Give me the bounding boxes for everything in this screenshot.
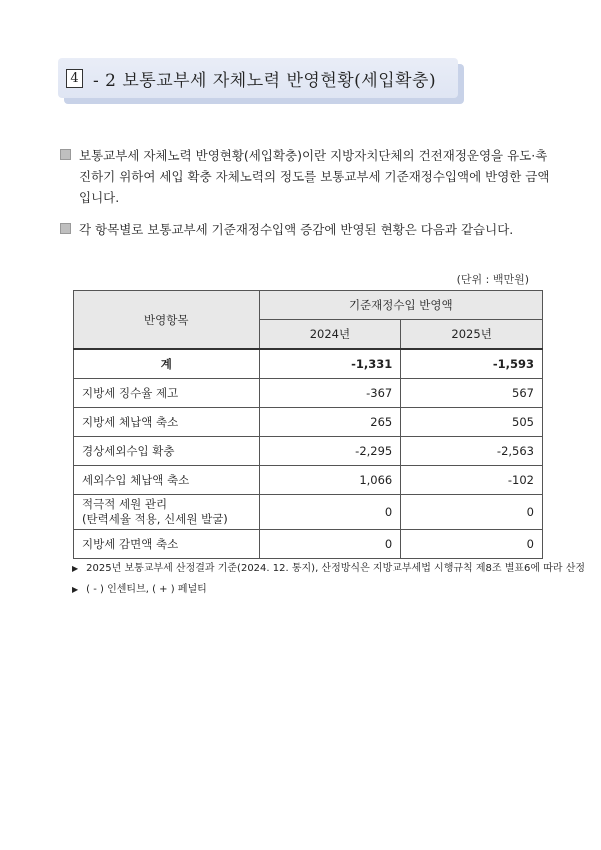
table-row [74, 379, 543, 408]
cell-2025: 567 [401, 379, 543, 408]
cell-2024: 0 [259, 530, 401, 559]
footnote-text: 2025년 보통교부세 산정결과 기준(2024. 12. 통지), 산정방식은 지방교부세법 시행규칙 제8조 별표6에 따라 산정 [86, 563, 586, 574]
row-label: 지방세 징수율 제고 [74, 379, 260, 408]
title-box [58, 58, 458, 98]
cell-2025: 0 [401, 495, 543, 530]
row-label: 지방세 감면액 축소 [74, 530, 260, 559]
title-text: - 2 보통교부세 자체노력 반영현황(세입확충) [93, 70, 437, 91]
row-label-line1: 적극적 세원 관리 [82, 497, 168, 511]
header-item: 반영항목 [74, 291, 260, 350]
paragraph-intro [60, 219, 550, 240]
row-label: 계 [74, 349, 260, 379]
cell-2025: 0 [401, 530, 543, 559]
table-row-total [74, 349, 543, 379]
triangle-bullet-icon: ▶ [72, 585, 79, 594]
row-label: 경상세외수입 확충 [74, 437, 260, 466]
triangle-bullet-icon: ▶ [72, 564, 79, 573]
row-label-line2: (탄력세율 적용, 신세원 발굴) [82, 512, 228, 526]
table-row [74, 408, 543, 437]
row-label [74, 495, 260, 530]
square-bullet-icon [60, 223, 71, 234]
table-row [74, 495, 543, 530]
row-label: 지방세 체납액 축소 [74, 408, 260, 437]
header-group: 기준재정수입 반영액 [259, 291, 542, 320]
title-number: 4 [66, 69, 83, 88]
table-row [74, 466, 543, 495]
footnote [72, 558, 585, 579]
header-year-2025: 2025년 [401, 320, 543, 350]
cell-2024: 1,066 [259, 466, 401, 495]
paragraph-text: 보통교부세 자체노력 반영현황(세입확충)이란 지방자치단체의 건전재정운영을 유도·촉진하기 위하여 세입 확충 자체노력의 정도를 보통교부세 기준재정수입액에 반영한 금액입니다. [79, 148, 550, 205]
cell-2024: -2,295 [259, 437, 401, 466]
cell-2025: -102 [401, 466, 543, 495]
section-title [58, 58, 462, 104]
cell-2024: 0 [259, 495, 401, 530]
table-row [74, 437, 543, 466]
header-year-2024: 2024년 [259, 320, 401, 350]
paragraph-definition [60, 145, 550, 208]
income-table [73, 290, 543, 559]
cell-2024: -1,331 [259, 349, 401, 379]
table-row [74, 530, 543, 559]
cell-2024: -367 [259, 379, 401, 408]
row-label: 세외수입 체납액 축소 [74, 466, 260, 495]
footnote [72, 579, 585, 600]
square-bullet-icon [60, 149, 71, 160]
unit-label: (단위 : 백만원) [456, 273, 529, 286]
cell-2024: 265 [259, 408, 401, 437]
footnotes [72, 558, 585, 600]
paragraph-text: 각 항목별로 보통교부세 기준재정수입액 증감에 반영된 현황은 다음과 같습니다. [79, 222, 514, 237]
cell-2025: -1,593 [401, 349, 543, 379]
footnote-text: ( - ) 인센티브, ( + ) 페널티 [86, 584, 207, 595]
cell-2025: 505 [401, 408, 543, 437]
cell-2025: -2,563 [401, 437, 543, 466]
